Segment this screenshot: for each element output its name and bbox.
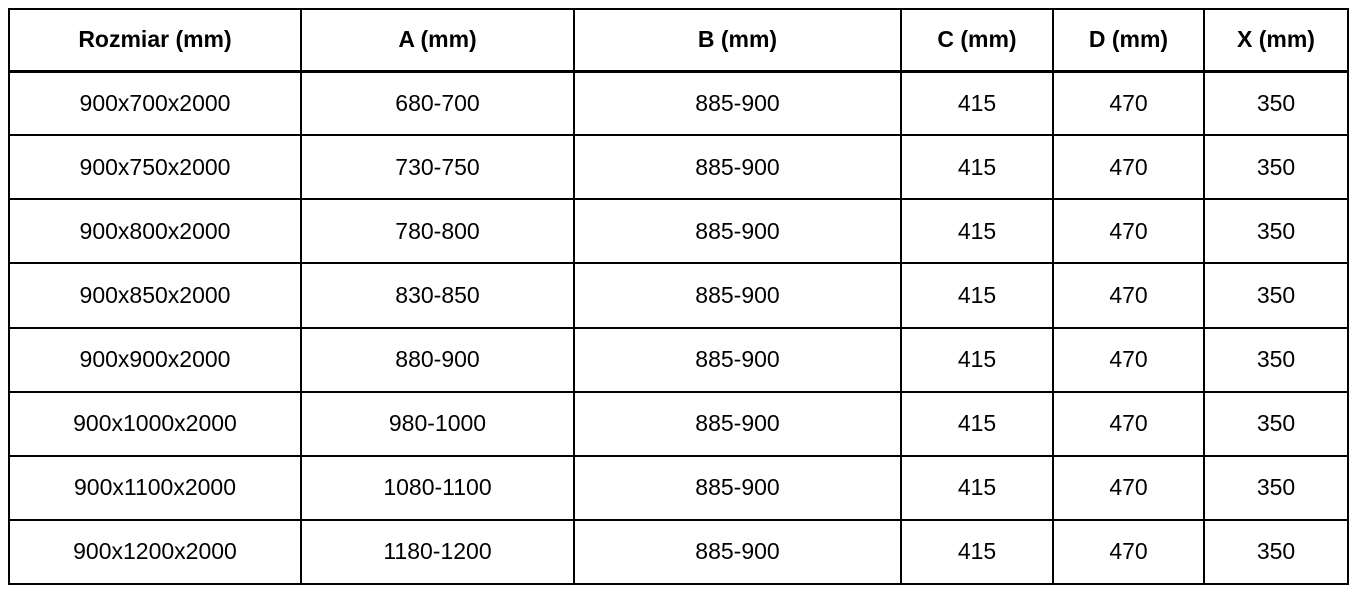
table-header <box>9 9 1348 71</box>
table-cell-b: 885-900 <box>574 199 901 263</box>
table-row <box>9 263 1348 327</box>
table-row <box>9 71 1348 135</box>
table-cell-x: 350 <box>1204 135 1348 199</box>
table-row <box>9 328 1348 392</box>
table-cell-b: 885-900 <box>574 328 901 392</box>
table-cell-a: 730-750 <box>301 135 574 199</box>
table-cell-d: 470 <box>1053 71 1204 135</box>
table-cell-b: 885-900 <box>574 71 901 135</box>
table-cell-d: 470 <box>1053 520 1204 584</box>
table-cell-x: 350 <box>1204 392 1348 456</box>
table-cell-rozmiar: 900x1000x2000 <box>9 392 301 456</box>
table-row <box>9 520 1348 584</box>
table-cell-x: 350 <box>1204 199 1348 263</box>
table-cell-x: 350 <box>1204 328 1348 392</box>
table-row <box>9 456 1348 520</box>
table-cell-c: 415 <box>901 328 1053 392</box>
table-cell-rozmiar: 900x1100x2000 <box>9 456 301 520</box>
column-header-b: B (mm) <box>574 9 901 71</box>
table-cell-a: 830-850 <box>301 263 574 327</box>
table-cell-b: 885-900 <box>574 456 901 520</box>
table-cell-d: 470 <box>1053 456 1204 520</box>
table-cell-x: 350 <box>1204 520 1348 584</box>
table-cell-x: 350 <box>1204 71 1348 135</box>
table-cell-a: 680-700 <box>301 71 574 135</box>
table-body <box>9 71 1348 584</box>
table-cell-rozmiar: 900x850x2000 <box>9 263 301 327</box>
column-header-d: D (mm) <box>1053 9 1204 71</box>
table-row <box>9 135 1348 199</box>
table-cell-c: 415 <box>901 71 1053 135</box>
header-row <box>9 9 1348 71</box>
table-cell-c: 415 <box>901 135 1053 199</box>
table-cell-d: 470 <box>1053 263 1204 327</box>
table-cell-b: 885-900 <box>574 520 901 584</box>
table-cell-d: 470 <box>1053 135 1204 199</box>
dimensions-spec-table <box>8 8 1349 585</box>
table-cell-c: 415 <box>901 520 1053 584</box>
table-cell-a: 1080-1100 <box>301 456 574 520</box>
table-cell-a: 880-900 <box>301 328 574 392</box>
table-cell-rozmiar: 900x800x2000 <box>9 199 301 263</box>
column-header-c: C (mm) <box>901 9 1053 71</box>
table-cell-a: 1180-1200 <box>301 520 574 584</box>
table-row <box>9 392 1348 456</box>
table-cell-d: 470 <box>1053 392 1204 456</box>
table-row <box>9 199 1348 263</box>
column-header-x: X (mm) <box>1204 9 1348 71</box>
table-cell-b: 885-900 <box>574 263 901 327</box>
table-cell-b: 885-900 <box>574 392 901 456</box>
table-cell-b: 885-900 <box>574 135 901 199</box>
column-header-rozmiar: Rozmiar (mm) <box>9 9 301 71</box>
table-cell-x: 350 <box>1204 456 1348 520</box>
table-cell-rozmiar: 900x900x2000 <box>9 328 301 392</box>
table-cell-c: 415 <box>901 199 1053 263</box>
table-cell-a: 980-1000 <box>301 392 574 456</box>
column-header-a: A (mm) <box>301 9 574 71</box>
table-cell-c: 415 <box>901 456 1053 520</box>
table-cell-c: 415 <box>901 263 1053 327</box>
table-cell-rozmiar: 900x750x2000 <box>9 135 301 199</box>
table-cell-x: 350 <box>1204 263 1348 327</box>
table-cell-a: 780-800 <box>301 199 574 263</box>
table-cell-rozmiar: 900x1200x2000 <box>9 520 301 584</box>
table-cell-d: 470 <box>1053 199 1204 263</box>
table-cell-rozmiar: 900x700x2000 <box>9 71 301 135</box>
table-cell-c: 415 <box>901 392 1053 456</box>
table-cell-d: 470 <box>1053 328 1204 392</box>
